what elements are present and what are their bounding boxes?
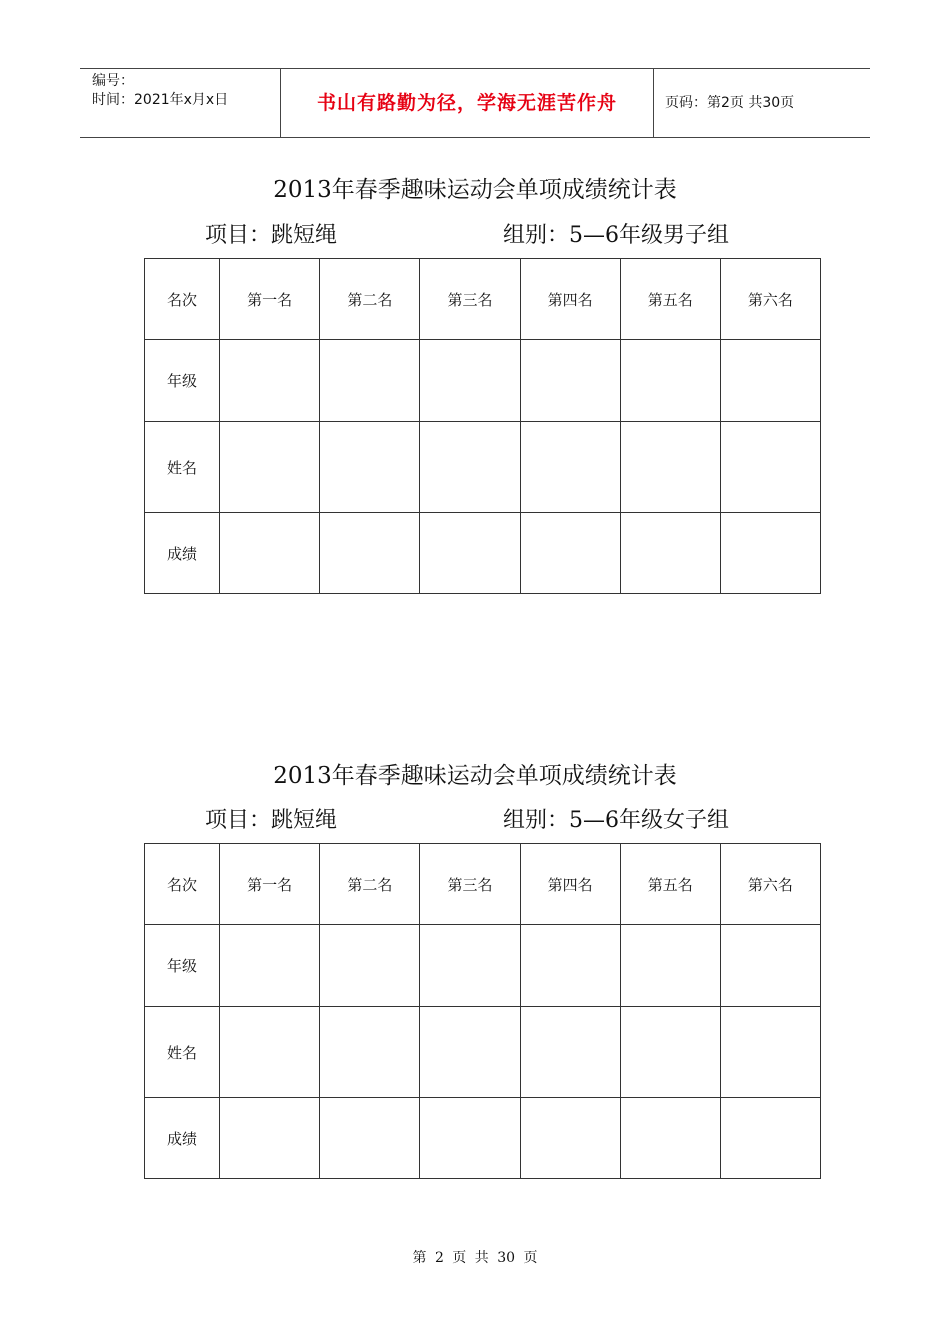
table-row (145, 1007, 821, 1098)
empty-cell (220, 925, 320, 1007)
header-cell: 第五名 (620, 259, 720, 340)
empty-cell (620, 513, 720, 594)
empty-cell (520, 1007, 620, 1098)
header-cell: 第一名 (220, 259, 320, 340)
row-label: 成绩 (145, 1098, 220, 1179)
header-cell: 第四名 (520, 844, 620, 925)
time-label: 时间：2021年x月x日 (92, 92, 229, 108)
empty-cell (520, 340, 620, 422)
empty-cell (320, 1007, 420, 1098)
empty-cell (620, 422, 720, 513)
table-title: 2013年春季趣味运动会单项成绩统计表 (273, 177, 677, 203)
header-cell: 第二名 (320, 844, 420, 925)
page-footer: 第 2 页 共 30 页 (412, 1250, 538, 1266)
header-cell: 第三名 (420, 844, 520, 925)
header-cell: 第一名 (220, 844, 320, 925)
table-header-row (145, 844, 821, 925)
table-row (145, 513, 821, 594)
row-label: 年级 (145, 925, 220, 1007)
table-row (145, 422, 821, 513)
empty-cell (420, 422, 520, 513)
empty-cell (520, 1098, 620, 1179)
row-label: 成绩 (145, 513, 220, 594)
empty-cell (320, 513, 420, 594)
empty-cell (320, 925, 420, 1007)
row-label: 年级 (145, 340, 220, 422)
empty-cell (320, 340, 420, 422)
empty-cell (720, 422, 820, 513)
empty-cell (220, 340, 320, 422)
empty-cell (620, 340, 720, 422)
table-row (145, 1098, 821, 1179)
empty-cell (520, 422, 620, 513)
table-title: 2013年春季趣味运动会单项成绩统计表 (273, 763, 677, 789)
page-info: 页码：第2页 共30页 (665, 95, 795, 111)
empty-cell (520, 513, 620, 594)
empty-cell (420, 340, 520, 422)
score-table (144, 843, 821, 1179)
empty-cell (520, 925, 620, 1007)
empty-cell (620, 1007, 720, 1098)
empty-cell (620, 1098, 720, 1179)
empty-cell (220, 513, 320, 594)
header-cell: 第四名 (520, 259, 620, 340)
empty-cell (420, 513, 520, 594)
group-label: 组别：5—6年级女子组 (503, 808, 729, 833)
project-label: 项目：跳短绳 (205, 223, 338, 248)
empty-cell (720, 925, 820, 1007)
group-label: 组别：5—6年级男子组 (503, 223, 729, 248)
table-row (145, 340, 821, 422)
project-label: 项目：跳短绳 (205, 808, 338, 833)
header-cell: 第三名 (420, 259, 520, 340)
header-meta (80, 69, 281, 137)
header-cell: 第五名 (620, 844, 720, 925)
empty-cell (220, 1098, 320, 1179)
row-label: 姓名 (145, 422, 220, 513)
motto: 书山有路勤为径，学海无涯苦作舟 (281, 69, 654, 137)
empty-cell (720, 1007, 820, 1098)
header-cell: 名次 (145, 259, 220, 340)
row-label: 姓名 (145, 1007, 220, 1098)
table-row (145, 925, 821, 1007)
empty-cell (320, 1098, 420, 1179)
empty-cell (720, 1098, 820, 1179)
empty-cell (720, 513, 820, 594)
page-header (80, 68, 870, 138)
empty-cell (420, 1007, 520, 1098)
empty-cell (220, 422, 320, 513)
number-label: 编号： (92, 73, 134, 89)
empty-cell (220, 1007, 320, 1098)
empty-cell (320, 422, 420, 513)
header-cell: 第二名 (320, 259, 420, 340)
score-table (144, 258, 821, 594)
header-cell: 第六名 (720, 844, 820, 925)
empty-cell (420, 925, 520, 1007)
empty-cell (620, 925, 720, 1007)
table-header-row (145, 259, 821, 340)
header-cell: 名次 (145, 844, 220, 925)
empty-cell (720, 340, 820, 422)
header-cell: 第六名 (720, 259, 820, 340)
empty-cell (420, 1098, 520, 1179)
